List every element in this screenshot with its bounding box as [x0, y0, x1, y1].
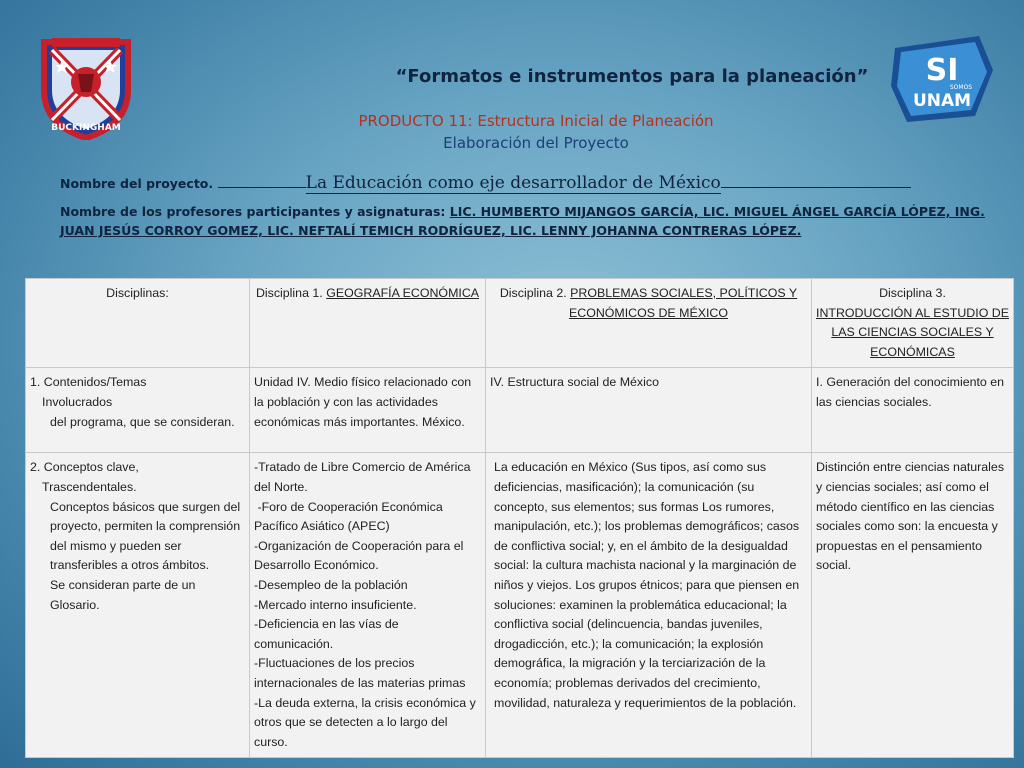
list-item: -La deuda externa, la crisis económica y otros que se detecten a lo largo del curso.: [254, 695, 476, 749]
list-item: -Tratado de Libre Comercio de América del Norte.: [254, 460, 471, 494]
discipline-1-prefix: Disciplina 1.: [255, 286, 323, 300]
header-discipline-3: [812, 279, 1014, 368]
row1-label: [26, 368, 250, 453]
header-discipline-2: [486, 279, 812, 368]
header-disciplinas-label: Disciplinas:: [106, 286, 169, 300]
row2-label-line3: Conceptos básicos que surgen del proyecto, permiten la comprensión del mismo y pueden ser transferibles a otros ámbitos.: [50, 499, 241, 573]
row1-label-line1: 1. Contenidos/Temas: [30, 375, 147, 390]
row2-label-line2: Trascendentales.: [42, 479, 137, 494]
discipline-3-name: INTRODUCCIÓN AL ESTUDIO DE LAS CIENCIAS SOCIALES Y ECONÓMICAS: [816, 305, 1009, 359]
row2-label-line1: 2. Conceptos clave,: [30, 460, 139, 475]
row1-discipline-2: IV. Estructura social de México: [486, 368, 812, 453]
header-disciplinas: [26, 279, 250, 368]
project-name-line: [60, 173, 911, 193]
logo-si-text: SI: [925, 53, 959, 88]
table-row: [26, 368, 1014, 453]
logo-unam-text: UNAM: [912, 91, 972, 111]
list-item: -Desempleo de la población: [254, 577, 408, 592]
underline-blank-left: [218, 173, 306, 188]
logo-somos-text: SOMOS: [949, 84, 973, 91]
discipline-1-name: GEOGRAFÍA ECONÓMICA: [326, 286, 480, 300]
list-item: -Deficiencia en las vías de comunicación.: [254, 617, 399, 651]
row1-label-line2: Involucrados: [42, 394, 113, 409]
row2-label-line4: Se consideran parte de un Glosario.: [50, 577, 196, 612]
row1-discipline-3: I. Generación del conocimiento en las ciencias sociales.: [812, 368, 1014, 453]
project-name-value: La Educación como eje desarrollador de México: [305, 173, 721, 193]
table-header-row: [26, 279, 1014, 368]
row2-discipline-3: Distinción entre ciencias naturales y ciencias sociales; así como el método científico en las ciencias sociales como son: la encuesta y propuestas en el pensamiento social.: [812, 453, 1014, 758]
list-item: -Foro de Cooperación Económica Pacífico Asiático (APEC): [254, 499, 447, 534]
professors-names: LIC. HUMBERTO MIJANGOS GARCÍA, LIC. MIGUEL ÁNGEL GARCÍA LÓPEZ, ING. JUAN JESÚS CORROY GOMEZ, LIC. NEFTALÍ TEMICH RODRÍGUEZ, LIC. LENNY JOHANNA CONTRERAS LÓPEZ.: [60, 204, 985, 238]
row2-discipline-1: [250, 453, 486, 758]
row2-discipline-2: La educación en México (Sus tipos, así como sus deficiencias, masificación); la comunicación (su concepto, sus elementos; sus formas Los rumores, manipulación, etc.); los problemas demográficos; casos de conflictiva social; y, en el ámbito de la desigualdad social: la cultura machista nacional y la marginación de niños y viejos. Los grupos étnicos; para que piensen en soluciones: examinen la problemática educacional; la conflictiva social (delincuencia, bandas juveniles, drogadicción, etc.); la comunicación; la explosión demográfica, la migración y la terciarización de la economía; problemas derivados del crecimiento, movilidad, naturaleza y requerimientos de la población.: [486, 453, 812, 758]
list-item: -Mercado interno insuficiente.: [254, 597, 417, 612]
row1-discipline-1: Unidad IV. Medio físico relacionado con la población y con las actividades económicas más importantes. México.: [250, 368, 486, 453]
professors-label: Nombre de los profesores participantes y asignaturas:: [60, 204, 446, 219]
professors-line: [60, 202, 1020, 240]
document-title: “Formatos e instrumentos para la planeación”: [395, 66, 869, 87]
document-subtitle: Elaboración del Proyecto: [443, 134, 629, 152]
list-item: -Organización de Cooperación para el Desarrollo Económico.: [254, 538, 464, 573]
list-item: -Fluctuaciones de los precios internacionales de las materias primas: [254, 656, 466, 690]
discipline-2-name: PROBLEMAS SOCIALES, POLÍTICOS Y ECONÓMICOS DE MÉXICO: [568, 286, 798, 320]
product-heading: PRODUCTO 11: Estructura Inicial de Planeación: [358, 112, 714, 130]
header-discipline-1: [250, 279, 486, 368]
table-row: [26, 453, 1014, 758]
discipline-3-prefix: Disciplina 3.: [879, 286, 946, 300]
project-name-label: Nombre del proyecto.: [60, 176, 214, 191]
discipline-2-prefix: Disciplina 2.: [499, 286, 567, 300]
planning-table: [25, 278, 1014, 758]
row1-label-line3: del programa, que se consideran.: [50, 414, 235, 429]
underline-blank-right: [721, 173, 911, 188]
crest-text: BUCKINGHAM: [51, 123, 121, 133]
row2-label: [26, 453, 250, 758]
